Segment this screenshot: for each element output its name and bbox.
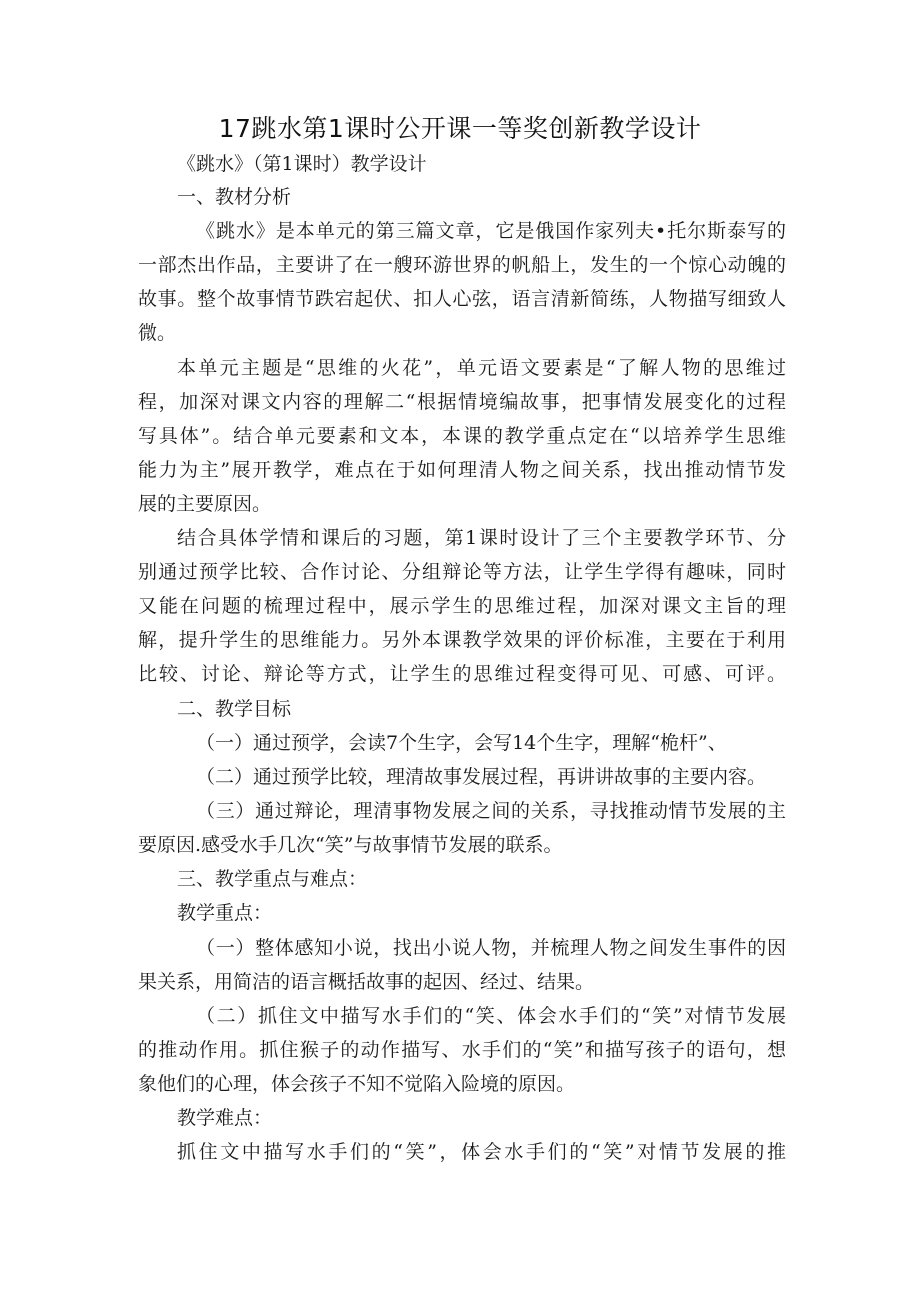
goal-item: （一）通过预学，会读7个生字，会写14个生字，理解“桅杆”、 [196,732,727,754]
key-point-item: （一）整体感知小说，找出小说人物，并梳理人物之间发生事件的因 [196,937,786,959]
paragraph-line: 程，加深对课文内容的理解二“根据情境编故事，把事情发展变化的过程 [138,391,786,413]
key-points-label: 教学重点： [177,902,273,924]
section-heading-key-points: 三、教学重点与难点： [177,868,368,890]
goal-item: （二）通过预学比较，理清故事发展过程，再讲讲故事的主要内容。 [196,766,767,788]
key-point-item-continued: 的推动作用。抓住猴子的动作描写、水手们的“笑”和描写孩子的语句，想 [138,1039,786,1061]
paragraph-line: 比较、讨论、辩论等方式，让学生的思维过程变得可见、可感、可评。 [138,663,786,685]
paragraph-line: 又能在问题的梳理过程中，展示学生的思维过程，加深对课文主旨的理 [138,595,786,617]
difficulty-text: 抓住文中描写水手们的“笑”，体会水手们的“笑”对情节发展的推 [177,1141,786,1163]
section-heading-analysis: 一、教材分析 [177,186,292,208]
paragraph-line: 解，提升学生的思维能力。另外本课教学效果的评价标准，主要在于利用 [138,629,786,651]
paragraph-line: 微。 [138,322,177,344]
document-subtitle: 《跳水》（第1课时）教学设计 [177,153,427,175]
difficulty-label: 教学难点： [177,1107,273,1129]
paragraph-line: 能力为主”展开教学，难点在于如何理清人物之间关系，找出推动情节发 [138,459,786,481]
paragraph-line: 本单元主题是“思维的火花”，单元语文要素是“了解人物的思维过 [177,357,786,379]
paragraph-line: 结合具体学情和课后的习题，第1课时设计了三个主要教学环节、分 [177,527,786,549]
goal-item-continued: 要原因.感受水手几次“笑”与故事情节发展的联系。 [138,834,563,856]
section-heading-goals: 二、教学目标 [177,698,292,720]
document-title: 17跳水第1课时公开课一等奖创新教学设计 [218,114,702,143]
paragraph-line: 故事。整个故事情节跌宕起伏、扣人心弦，语言清新简练，人物描写细致人 [138,288,786,310]
paragraph-line: 展的主要原因。 [138,493,272,515]
paragraph-line: 别通过预学比较、合作讨论、分组辩论等方法，让学生学得有趣味，同时 [138,561,786,583]
paragraph-line: 写具体”。结合单元要素和文本，本课的教学重点定在“以培养学生思维 [138,425,786,447]
key-point-item: （二）抓住文中描写水手们的“笑、体会水手们的“笑”对情节发展 [196,1005,786,1027]
key-point-item-continued: 果关系，用简洁的语言概括故事的起因、经过、结果。 [138,971,595,993]
paragraph-line: 《跳水》是本单元的第三篇文章，它是俄国作家列夫•托尔斯泰写的 [196,220,786,242]
goal-item: （三）通过辩论，理清事物发展之间的关系，寻找推动情节发展的主 [196,800,786,822]
paragraph-line: 一部杰出作品，主要讲了在一艘环游世界的帆船上，发生的一个惊心动魄的 [138,254,786,276]
key-point-item-continued: 象他们的心理，体会孩子不知不觉陷入险境的原因。 [138,1073,576,1095]
